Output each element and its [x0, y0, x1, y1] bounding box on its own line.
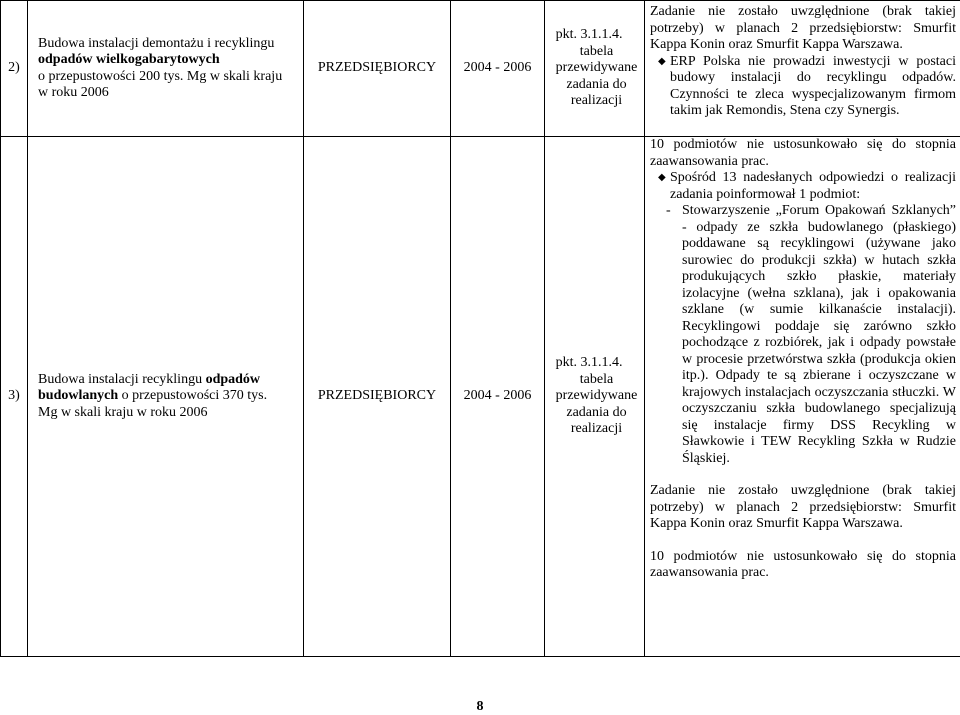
ref-line: tabela [556, 44, 638, 61]
ref-line: pkt. 3.1.1.4. [556, 27, 638, 44]
responsible-party: PRZEDSIĘBIORCY [304, 137, 451, 657]
timeframe: 2004 - 2006 [451, 137, 545, 657]
task-line-bold: odpadów wielkogabarytowych [38, 52, 295, 69]
task-line: Mg w skali kraju w roku 2006 [38, 405, 295, 422]
ref-line: przewidywane [556, 60, 638, 77]
bullet-icon: ◆ [658, 170, 666, 187]
timeframe: 2004 - 2006 [451, 1, 545, 137]
spacer [650, 533, 956, 549]
task-line: Budowa instalacji demontażu i recyklingu [38, 36, 295, 53]
ref-line: przewidywane [556, 388, 638, 405]
notes-bullet-item: ◆ Spośród 13 nadesłanych odpowiedzi o realizacji zadania poinformował 1 podmiot: [650, 170, 956, 203]
ref-line: zadania do [556, 405, 638, 422]
ref-line: realizacji [556, 93, 638, 110]
row-number: 3) [1, 137, 28, 657]
task-line: Budowa instalacji recyklingu odpadów [38, 372, 295, 389]
table-row-2 [1, 1, 960, 137]
task-line: budowlanych o przepustowości 370 tys. [38, 388, 295, 405]
bullet-icon: ◆ [658, 54, 666, 71]
task-description [28, 1, 304, 137]
responsible-party: PRZEDSIĘBIORCY [304, 1, 451, 137]
document-reference [545, 137, 645, 657]
notes-paragraph: Zadanie nie zostało uwzględnione (brak takiej potrzeby) w planach 2 przedsiębiorstw: Smurfit Kappa Konin oraz Smurfit Kappa Warszawa. [650, 483, 956, 533]
spacer [650, 467, 956, 483]
ref-line: realizacji [556, 421, 638, 438]
ref-line: zadania do [556, 77, 638, 94]
notes-paragraph: Zadanie nie zostało uwzględnione (brak takiej potrzeby) w planach 2 przedsiębiorstw: Smurfit Kappa Konin oraz Smurfit Kappa Warszawa. [650, 4, 956, 54]
implementation-notes [645, 1, 960, 137]
dash-icon: - [666, 203, 671, 220]
task-description [28, 137, 304, 657]
document-reference [545, 1, 645, 137]
ref-line: tabela [556, 372, 638, 389]
notes-bullet-item: ◆ ERP Polska nie prowadzi inwestycji w postaci budowy instalacji do recyklingu odpadów. Czynności te zleca wyspecjalizowanym firmom takim jak Remondis, Stena czy Synergis. [650, 54, 956, 120]
implementation-notes [645, 137, 960, 657]
notes-paragraph: 10 podmiotów nie ustosunkowało się do stopnia zaawansowania prac. [650, 137, 956, 170]
notes-paragraph: 10 podmiotów nie ustosunkowało się do stopnia zaawansowania prac. [650, 549, 956, 582]
notes-dash-item: - Stowarzyszenie „Forum Opakowań Szklanych” - odpady ze szkła budowlanego (płaskiego) poddawane są recyklingowi (używane jako surowiec do produkcji szkła) w hutach szkła produkujących szkło płaskie, materiały izolacyjne (wełna szklana), jak i opakowania szklane (w sumie kilkanaście instalacji). Recyklingowi poddaje się zarówno szkło pochodzące z rozbiórek, jak i odpady powstałe w procesie przetwórstwa szkła (produkcja okien itp.). Odpady te są zbierane i oczyszczane w krajowych instalacjach oczyszczania stłuczki. W oczyszczaniu szkła budowlanego specjalizują się instalacje firmy DSS Recykling w Sławkowie i TEW Recykling Szkła w Rudzie Śląskiej. [650, 203, 956, 467]
page-number: 8 [0, 699, 960, 715]
table-row-3 [1, 137, 960, 657]
task-line: w roku 2006 [38, 85, 295, 102]
task-line: o przepustowości 200 tys. Mg w skali kraju [38, 69, 295, 86]
row-number: 2) [1, 1, 28, 137]
ref-line: pkt. 3.1.1.4. [556, 355, 638, 372]
